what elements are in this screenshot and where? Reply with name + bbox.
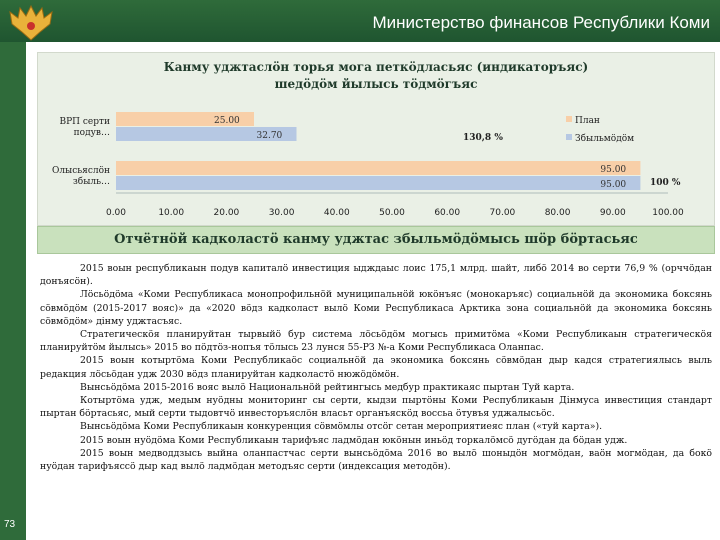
data-label: 95.00 (600, 180, 627, 190)
x-tick-label: 40.00 (323, 208, 350, 218)
page-number: 73 (4, 519, 16, 530)
body-paragraph: 2015 воын нуӧдӧма Коми Республикаын тарифъяс ладмӧдан юкӧнын иньӧд торкалӧмсӧ дугӧдан да бӧдан удж. (80, 434, 628, 446)
legend-label: Збыльмӧдӧм (575, 134, 635, 144)
coat-of-arms-logo (2, 2, 60, 44)
data-label: 32.70 (256, 131, 283, 141)
bar-Збыльмӧдӧм (116, 176, 640, 190)
x-tick-label: 0.00 (105, 208, 127, 218)
body-paragraph: 2015 воын котыртӧма Коми Республикаӧс социальнӧй да экономика боксянь сӧвмӧдан дыр кадся стратегиялысь выль редакция лӧсьӧдан удж 2030 вöдз планируйтан кадколастӧ нюжӧдӧмӧн. (40, 355, 712, 380)
ministry-title: Министерство финансов Республики Коми (372, 13, 710, 32)
body-paragraph: Лӧсьӧдӧма «Коми Республикаса монопрофильнӧй муниципальнӧй юкӧнъяс (монокаръяс) социальнӧй да экономика боксянь сӧвмӧдӧм (2015-2017 вояс)» да «2020 вöдз кадколаст вылӧ Коми Республикаса Арктика зона социальнӧй да экономика боксянь сӧвмӧдӧм» дiнму уджтасъяс. (40, 289, 712, 327)
legend-swatch (566, 134, 572, 140)
body-paragraph: Вынсьӧдӧма 2015-2016 вояс вылӧ Национальнӧй рейтингысь медбур практикаяс пыртан Туй карта. (80, 381, 575, 393)
body-paragraph: Стратегическӧя планируйтан тырвыйӧ бур система лӧсьӧдӧм могысь примитӧма «Коми Республикаын стратегическӧя планируйтӧм йылысь» 2015 во пӧдтӧз-нопъя тӧлысь 23 лунся 55-РЗ №-а Коми Республикаса Оланпас. (40, 329, 712, 354)
left-sidebar-strip (0, 42, 26, 540)
x-tick-label: 10.00 (158, 208, 185, 218)
bar-chart (38, 53, 714, 225)
x-tick-label: 70.00 (489, 208, 516, 218)
category-label: ВРП серти подув… (59, 117, 110, 138)
annotation-130-percent: 130,8 % (463, 133, 503, 143)
body-paragraph: Котыртӧма удж, медым нуӧдны мониторинг сы серти, кыдзи пыртӧны Коми Республикаын Дiнмуса инвестиция стандарт пыртан бӧртасьяс, мый серти тыдовтчӧ инвесторъяслӧн власьт органъяскӧд воссьа ӧтувъя уджалысьӧс. (40, 395, 712, 420)
x-tick-label: 30.00 (268, 208, 295, 218)
header-bar (0, 0, 720, 42)
legend-swatch (566, 116, 572, 122)
x-tick-label: 100.00 (652, 208, 684, 218)
x-tick-label: 20.00 (213, 208, 240, 218)
data-label: 95.00 (600, 165, 627, 175)
body-paragraph: 2015 воын республикаын подув капиталӧ инвестиция ыдждаыс лоис 175,1 млрд. шайт, либӧ 2014 во серти 76,9 % (орччӧдан донъясӧн). (40, 263, 712, 288)
body-paragraph: 2015 воын медводдзысь выйна оланпастчас серти вынсьӧдӧма 2016 во вылӧ шоныдӧн могмӧдан, ваӧн могмӧдан, да бокӧ нуӧдан тарифъяссӧ дыр кад вылӧ ладмӧдан методъяс серти (индексация методӧн). (40, 447, 712, 473)
x-tick-label: 80.00 (544, 208, 571, 218)
annotation-100-percent: 100 % (650, 178, 681, 188)
x-tick-label: 60.00 (434, 208, 461, 218)
x-tick-label: 50.00 (379, 208, 405, 218)
chart-panel (37, 52, 715, 226)
section-title: Отчётнӧй кадколастӧ канму уджтас збыльмӧдӧмысь шӧр бӧртасьяс (37, 226, 715, 254)
data-label: 25.00 (214, 116, 240, 126)
legend-label: План (575, 116, 600, 126)
category-label: Олысьяслӧн збыль… (51, 166, 110, 187)
x-tick-label: 90.00 (599, 208, 626, 218)
body-text (40, 262, 712, 473)
bar-План (116, 161, 640, 175)
chart-title-line1: Канму уджтаслӧн торья мога петкӧдласьяс (индикаторъяс) (163, 60, 589, 74)
chart-title-line2: шедӧдӧм йылысь тӧдмӧгъяс (274, 77, 478, 91)
body-paragraph: Вынсьӧдӧма Коми Республикаын конкуренция сӧвмӧмлы отсӧг сетан мероприятиеяс план («туй карта»). (80, 421, 603, 433)
